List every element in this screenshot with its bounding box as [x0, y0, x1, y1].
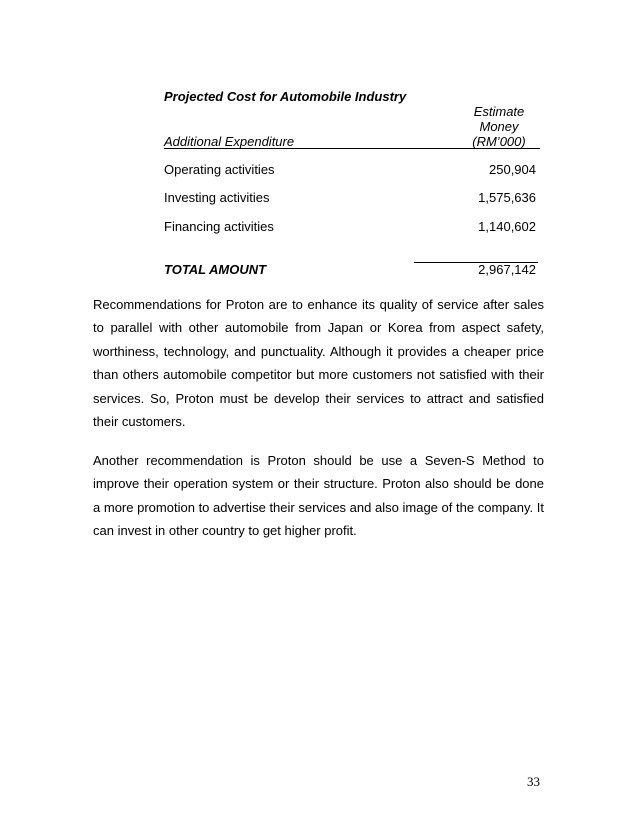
column-header-additional-expenditure: Additional Expenditure — [164, 134, 295, 149]
table-row-total — [164, 262, 536, 278]
column-header-line-1: Estimate — [473, 104, 525, 119]
row-label: Financing activities — [164, 219, 274, 234]
row-value: 1,575,636 — [478, 190, 536, 205]
table-row-investing — [164, 190, 536, 206]
column-header-estimate-money — [440, 104, 558, 149]
page-number: 33 — [527, 774, 540, 789]
table-title: Projected Cost for Automobile Industry — [164, 89, 407, 104]
header-divider — [164, 148, 540, 149]
row-label: Operating activities — [164, 162, 275, 177]
paragraph-another-recommendation: Another recommendation is Proton should be use a Seven-S Method to improve their operation system or their structure. Proton also should be done a more promotion to advertise their services and also image of the company. It can invest in other country to get higher profit. — [93, 453, 544, 539]
total-label: TOTAL AMOUNT — [164, 262, 267, 277]
table-row-operating — [164, 162, 536, 178]
column-header-line-3: (RM’000) — [472, 134, 526, 149]
row-value: 1,140,602 — [478, 219, 536, 234]
row-value: 250,904 — [489, 162, 536, 177]
row-label: Investing activities — [164, 190, 270, 205]
column-header-line-2: Money — [479, 119, 519, 134]
paragraph-recommendations: Recommendations for Proton are to enhance its quality of service after sales to parallel with other automobile from Japan or Korea from aspect safety, worthiness, technology, and punctuality. Although it provides a cheaper price than others automobile competitor but more customers not satisfied with their services. So, Proton must be develop their services to attract and satisfied their customers. — [93, 297, 544, 430]
total-value: 2,967,142 — [478, 262, 536, 277]
table-row-financing — [164, 219, 536, 235]
